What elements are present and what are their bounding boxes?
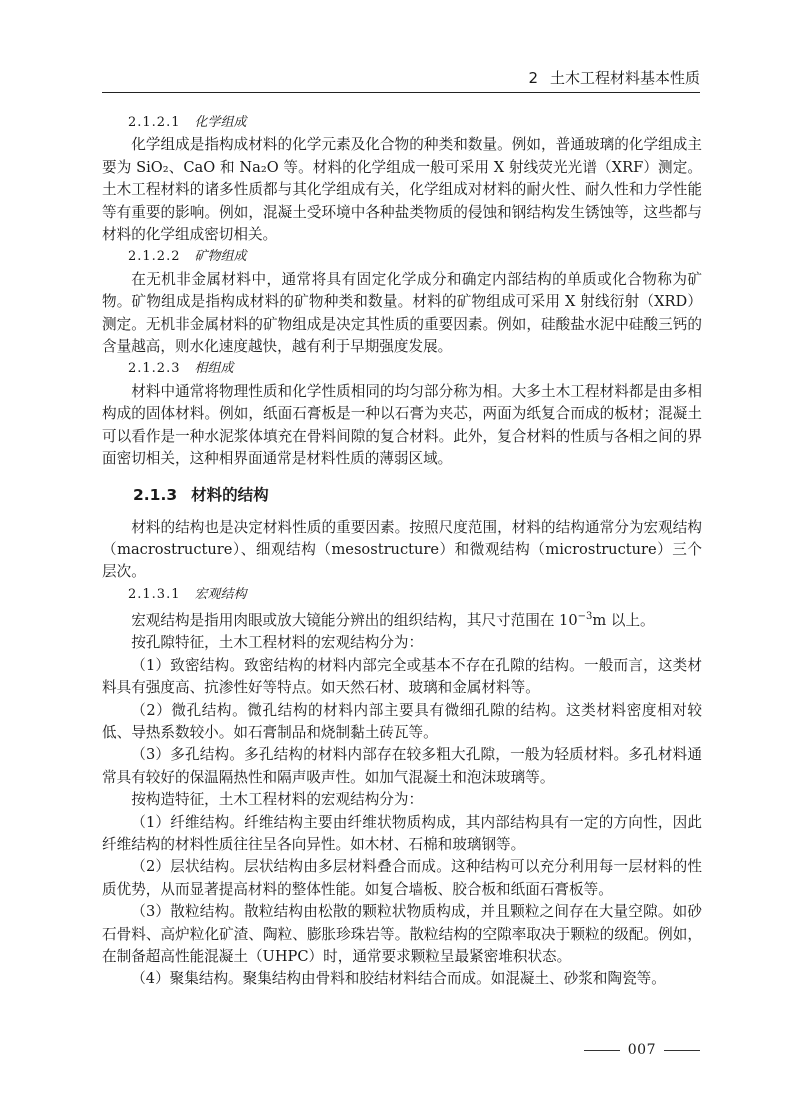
subsection-heading: 2.1.2.2 矿物组成 [128,249,247,265]
subsection-heading: 2.1.2.3 相组成 [128,361,234,377]
footer-rule-right [664,1050,700,1051]
running-header [102,68,700,88]
list-item: （1）致密结构。致密结构的材料内部完全或基本不存在孔隙的结构。一般而言，这类材料具有强度高、抗渗性好等特点。如天然石材、玻璃和金属材料等。 [102,656,702,697]
chapter-number: 2 [528,69,538,87]
subsection-heading: 2.1.3.1 宏观结构 [128,586,247,602]
paragraph-construct-classification: 按构造特征，土木工程材料的宏观结构分为： [131,791,424,809]
exponent: −3 [577,611,593,623]
list-item: （2）微孔结构。微孔结构的材料内部主要具有微细孔隙的结构。这类材料密度相对较低、导热系数较小。如石膏制品和烧制黏土砖瓦等。 [102,701,702,742]
chapter-title: 土木工程材料基本性质 [549,69,700,87]
list-item: （3）多孔结构。多孔结构的材料内部存在较多粗大孔隙，一般为轻质材料。多孔材料通常具有较好的保温隔热性和隔声吸声性。如加气混凝土和泡沫玻璃等。 [102,746,702,786]
paragraph-material-structure: 材料的结构也是决定材料性质的重要因素。按照尺度范围，材料的结构通常分为宏观结构（macrostructure）、细观结构（mesostructure）和微观结构（microstructure）三个层次。 [102,518,702,581]
list-item: （4）聚集结构。聚集结构由骨料和胶结材料结合而成。如混凝土、砂浆和陶瓷等。 [131,970,666,988]
paragraph-chemical-composition: 化学组成是指构成材料的化学元素及化合物的种类和数量。例如，普通玻璃的化学组成主要为 SiO₂、CaO 和 Na₂O 等。材料的化学组成一般可采用 X 射线荧光光谱（XRF）测定。土木工程材料的诸多性质都与其化学组成有关，化学组成对材料的耐火性、耐久性和力学性能等有重要的影响。例如，混凝土受环境中各种盐类物质的侵蚀和钢结构发生锈蚀等，这些都与材料的化学组成密切相关。 [102,136,702,244]
page-body [102,112,702,991]
list-item: （1）纤维结构。纤维结构主要由纤维状物质构成，其内部结构具有一定的方向性，因此纤维结构的材料性质往往呈各向异性。如木材、石棉和玻璃钢等。 [102,813,702,854]
page-footer [584,1040,700,1060]
paragraph-macrostructure: 宏观结构是指用肉眼或放大镜能分辨出的组织结构，其尺寸范围在 $10^{-3}m$ 以上。 [131,611,655,629]
header-rule [102,92,700,93]
paragraph-phase-composition: 材料中通常将物理性质和化学性质相同的均匀部分称为相。大多土木工程材料都是由多相构成的固体材料。例如，纸面石膏板是一种以石膏为夹芯，两面为纸复合而成的板材；混凝土可以看作是一种水泥浆体填充在骨料间隙的复合材料。此外，复合材料的性质与各相之间的界面密切相关，这种相界面通常是材料性质的薄弱区域。 [102,382,702,468]
paragraph-pore-classification: 按孔隙特征，土木工程材料的宏观结构分为： [131,634,424,652]
paragraph-mineral-composition: 在无机非金属材料中，通常将具有固定化学成分和确定内部结构的单质或化合物称为矿物。矿物组成是指构成材料的矿物种类和数量。材料的矿物组成可采用 X 射线衍射（XRD）测定。无机非金属材料的矿物组成是决定其性质的重要因素。例如，硅酸盐水泥中硅酸三钙的含量越高，则水化速度越快，越有利于早期强度发展。 [102,270,702,356]
list-item: （2）层状结构。层状结构由多层材料叠合而成。这种结构可以充分利用每一层材料的性质优势，从而显著提高材料的整体性能。如复合墙板、胶合板和纸面石膏板等。 [102,858,702,898]
footer-rule-left [584,1050,620,1051]
subsection-heading: 2.1.2.1 化学组成 [128,115,247,130]
page-number: 007 [627,1042,656,1058]
section-heading: 2.1.3 材料的结构 [133,485,269,504]
list-item: （3）散粒结构。散粒结构由松散的颗粒状物质构成，并且颗粒之间存在大量空隙。如砂石骨料、高炉粒化矿渣、陶粒、膨胀珍珠岩等。散粒结构的空隙率取决于颗粒的级配。例如，在制备超高性能混凝土（UHPC）时，通常要求颗粒呈最紧密堆积状态。 [102,903,702,966]
